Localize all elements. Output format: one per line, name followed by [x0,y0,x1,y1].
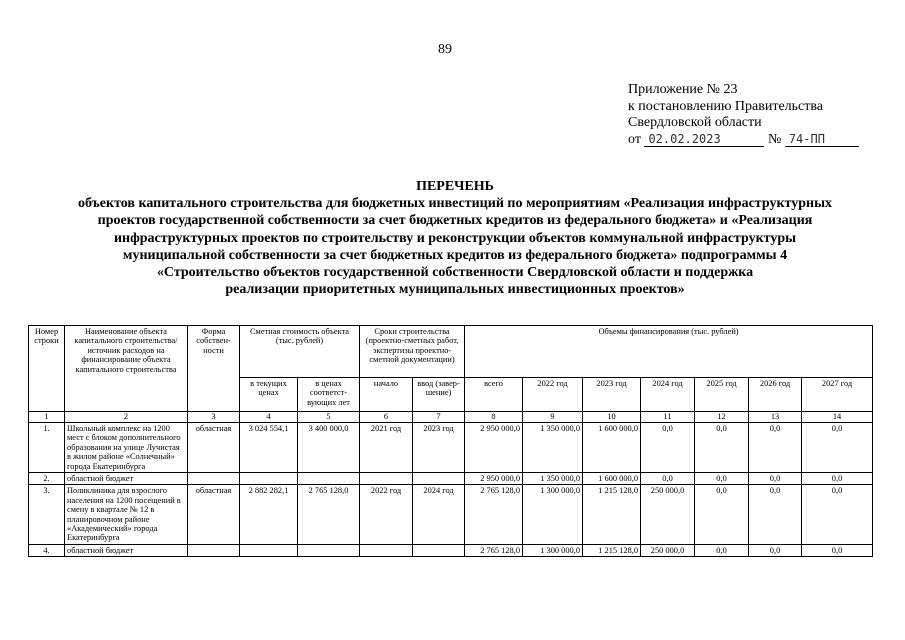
total-value: 2 765 128,0 [465,544,523,556]
value-2024: 250 000,0 [641,485,695,544]
value-2026: 0,0 [749,544,802,556]
end-year: 2024 год [413,485,465,544]
value-2024: 0,0 [641,473,695,485]
value-2025: 0,0 [695,423,749,473]
title-line: реализации приоритетных муниципальных инвестиционных проектов» [225,282,685,298]
value-2022: 1 350 000,0 [523,473,583,485]
header-2025: 2025 год [695,378,749,412]
header-2022: 2022 год [523,378,583,412]
value-2026: 0,0 [749,423,802,473]
title-line: инфраструктурных проектов по строительству и реконструкции объектов коммунальной инфраструктуры [113,230,797,246]
header-row-number: Номер строки [29,326,65,412]
row-number: 2. [29,473,65,485]
value-2026: 0,0 [749,485,802,544]
value-2027: 0,0 [802,473,873,485]
end-year [413,473,465,485]
column-number: 8 [465,412,523,423]
value-2024: 250 000,0 [641,544,695,556]
column-number: 5 [298,412,360,423]
table-row [29,423,873,473]
value-2023: 1 600 000,0 [583,473,641,485]
header-start: начало [360,378,413,412]
value-2022: 1 300 000,0 [523,485,583,544]
row-number: 4. [29,544,65,556]
table-row [29,544,873,556]
header-2027: 2027 год [802,378,873,412]
appendix-date-line [628,132,859,149]
end-year [413,544,465,556]
appendix-line-3: Свердловской области [628,115,762,130]
end-year: 2023 год [413,423,465,473]
value-2026: 0,0 [749,473,802,485]
cost-current [240,544,298,556]
column-number: 4 [240,412,298,423]
value-2024: 0,0 [641,423,695,473]
header-2026: 2026 год [749,378,802,412]
column-number: 3 [188,412,240,423]
cost-adjusted [298,544,360,556]
title-line: муниципальной собственности за счет бюджетных кредитов из федерального бюджета» подпрограммы 4 [122,247,788,263]
value-2027: 0,0 [802,544,873,556]
value-2023: 1 215 128,0 [583,544,641,556]
document-title [20,178,890,298]
column-number: 9 [523,412,583,423]
value-2027: 0,0 [802,423,873,473]
table-row [29,473,873,485]
page-number: 89 [438,42,452,57]
number-label: № [767,131,782,147]
ownership-form: областная [188,423,240,473]
row-number: 3. [29,485,65,544]
title-line: объектов капитального строительства для бюджетных инвестиций по мероприятиям «Реализация инфраструктурных [77,196,833,212]
investment-table [28,325,873,557]
ownership-form [188,473,240,485]
header-object-name: Наименование объекта капитального строительства/источник расходов на финансирование объекта капитального строительства [65,326,188,412]
header-2024: 2024 год [641,378,695,412]
object-name: областной бюджет [65,473,188,485]
cost-adjusted: 3 400 000,0 [298,423,360,473]
column-number: 12 [695,412,749,423]
column-number: 10 [583,412,641,423]
title-line: проектов государственной собственности за счет бюджетных кредитов из федерального бюджета» и «Реализация [97,213,813,229]
header-funding-volumes: Объемы финансирования (тыс. рублей) [465,326,873,378]
cost-current: 3 024 554,1 [240,423,298,473]
value-2022: 1 300 000,0 [523,544,583,556]
object-name: Школьный комплекс на 1200 мест с блоком дополнительного образования на улице Лучистая в жилом районе «Солнечный» города Екатеринбурга [65,423,188,473]
column-number: 11 [641,412,695,423]
column-number: 6 [360,412,413,423]
header-2023: 2023 год [583,378,641,412]
total-value: 2 765 128,0 [465,485,523,544]
header-construction-terms: Сроки строительства (проектно-сметных работ, экспертизы проектно-сметной документации) [360,326,465,378]
total-value: 2 950 000,0 [465,473,523,485]
header-ownership-form: Форма собствен-ности [188,326,240,412]
start-year: 2022 год [360,485,413,544]
value-2025: 0,0 [695,544,749,556]
header-cost-adjusted: в ценах соответст-вующих лет [298,378,360,412]
header-end: ввод (завер-шение) [413,378,465,412]
title-line: «Строительство объектов государственной собственности Свердловской области и поддержка [156,265,754,281]
ownership-form [188,544,240,556]
value-2025: 0,0 [695,485,749,544]
decree-number: 74-ПП [785,132,859,147]
total-value: 2 950 000,0 [465,423,523,473]
title-heading: ПЕРЕЧЕНЬ [416,179,494,194]
value-2023: 1 600 000,0 [583,423,641,473]
column-number: 1 [29,412,65,423]
column-number: 14 [802,412,873,423]
object-name: Поликлиника для взрослого населения на 1200 посещений в смену в квартале № 12 в планировочном районе «Академический» города Екатеринбурга [65,485,188,544]
column-number: 2 [65,412,188,423]
header-cost-current: в текущих ценах [240,378,298,412]
decree-date: 02.02.2023 [644,132,764,147]
row-number: 1. [29,423,65,473]
cost-current: 2 882 282,1 [240,485,298,544]
appendix-line-1: Приложение № 23 [628,82,738,97]
header-total: всего [465,378,523,412]
cost-adjusted: 2 765 128,0 [298,485,360,544]
table-row [29,485,873,544]
start-year [360,473,413,485]
value-2022: 1 350 000,0 [523,423,583,473]
object-name: областной бюджет [65,544,188,556]
ownership-form: областная [188,485,240,544]
value-2023: 1 215 128,0 [583,485,641,544]
from-label: от [628,131,641,147]
appendix-line-2: к постановлению Правительства [628,98,824,114]
header-estimated-cost: Сметная стоимость объекта (тыс. рублей) [240,326,360,378]
value-2025: 0,0 [695,473,749,485]
value-2027: 0,0 [802,485,873,544]
column-number: 13 [749,412,802,423]
cost-current [240,473,298,485]
start-year: 2021 год [360,423,413,473]
appendix-block [628,82,859,148]
cost-adjusted [298,473,360,485]
column-number: 7 [413,412,465,423]
column-numbers-row [29,412,873,423]
start-year [360,544,413,556]
